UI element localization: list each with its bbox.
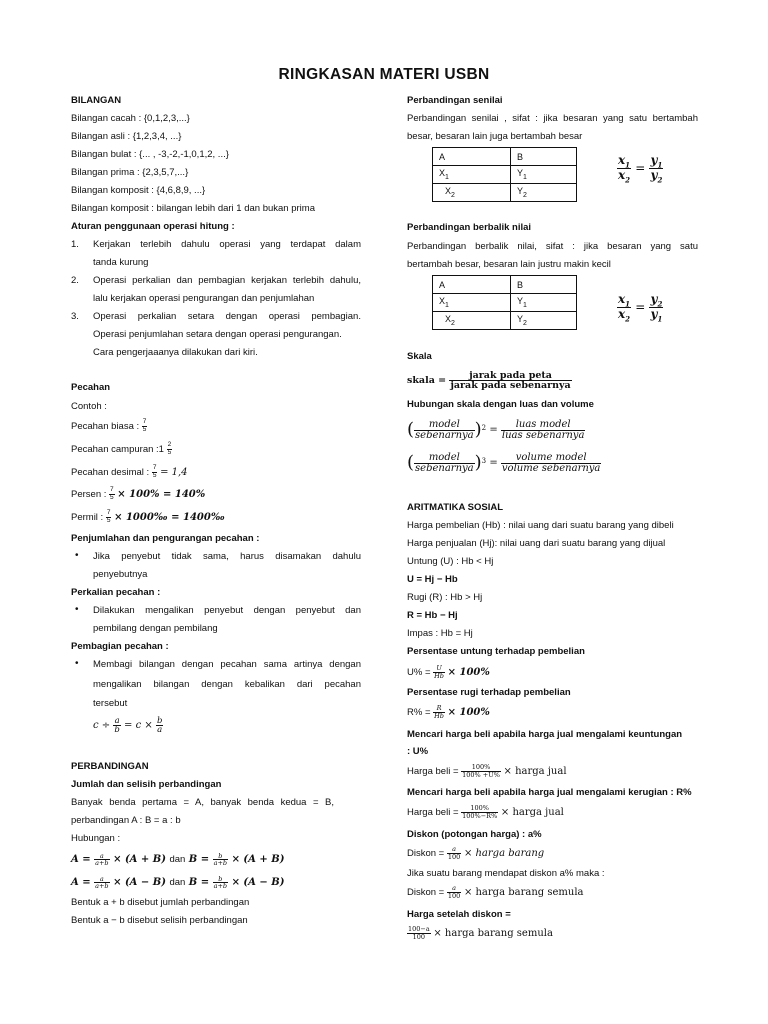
fraction-y1-y2: $\frac{y_1}{y_2}$	[650, 152, 663, 185]
table-cell: A	[433, 148, 511, 166]
jika-diskon: Jika suatu barang mendapat diskon a% maka :	[407, 868, 605, 879]
frac-num: luas model	[501, 420, 586, 431]
bentuk-selisih: Bentuk a − b disebut selisih perbandingan	[71, 915, 248, 926]
frac-num: a	[447, 885, 461, 893]
aritmatika-heading: ARITMATIKA SOSIAL	[407, 502, 504, 513]
senilai-table	[432, 147, 577, 202]
frac-num: 7	[152, 464, 157, 472]
dan-label: dan	[169, 877, 186, 888]
frac-num: jarak pada peta	[449, 371, 571, 382]
penjumlahan-bullet-line1: Jika penyebut tidak sama, harus disamakan dahulu	[93, 551, 361, 562]
frac-den: 5	[152, 471, 157, 479]
fraction-x1-x2: $\frac{x_1}{x_2}$	[618, 291, 631, 324]
bilangan-prima: Bilangan prima : {2,3,5,7,...}	[71, 167, 189, 178]
diskon-label: Diskon =	[407, 887, 445, 898]
frac-den: 100%−R%	[462, 811, 498, 820]
contoh-label: Contoh :	[71, 401, 107, 412]
table-cell: $Y_2$	[511, 312, 577, 330]
frac-num: 7	[106, 509, 111, 517]
fraction-model-sebenarnya	[414, 420, 475, 441]
pembagian-heading: Pembagian pecahan :	[71, 641, 169, 652]
hj-definition: Harga penjualan (Hj): nilai uang dari suatu barang yang dijual	[407, 538, 666, 549]
frac-den: 100% +U%	[462, 770, 500, 779]
frac-num: 2	[167, 441, 172, 449]
diskon-heading: Diskon (potongan harga) : a%	[407, 829, 542, 840]
fraction-skala	[449, 371, 571, 391]
impas-definition: Impas : Hb = Hj	[407, 628, 473, 639]
pembagian-bullet-line1: Membagi bilangan dengan pecahan sama artinya dengan	[93, 659, 361, 670]
var-B: B	[188, 854, 198, 865]
frac-den: sebenarnya	[415, 462, 474, 474]
bilangan-cacah: Bilangan cacah : {0,1,2,3,...}	[71, 113, 190, 124]
var-A: A	[71, 854, 79, 865]
aturan-3-line1: Operasi perkalian setara dengan operasi pembagian.	[93, 311, 361, 322]
persentase-untung-heading: Persentase untung terhadap pembelian	[407, 646, 585, 657]
table-cell: B	[511, 148, 577, 166]
table-row	[433, 184, 577, 202]
penjumlahan-bullet-line2: penyebutnya	[93, 569, 148, 580]
times-harga-barang-semula: × harga barang semula	[433, 928, 553, 939]
fraction-7-5	[142, 419, 148, 433]
frac-num: b	[213, 876, 228, 884]
dan-label: dan	[169, 854, 186, 865]
bilangan-komposit-def: Bilangan komposit : bilangan lebih dari 1 dan bukan prima	[71, 203, 315, 214]
right-column	[407, 0, 700, 1024]
r-percent-formula	[407, 701, 490, 725]
times-sign: ×	[144, 720, 153, 731]
fraction-rugi	[461, 805, 498, 819]
pecahan-biasa-label: Pecahan biasa :	[71, 421, 140, 432]
mencari-rugi-heading: Mencari harga beli apabila harga jual mengalami kerugian : R%	[407, 787, 692, 798]
luas-formula: ( $\frac{\text{model}}{\text{sebenarnya}}$ )$^2$ = $\frac{\text{luas model}}{\text{luas sebenarnya}}$	[407, 418, 585, 441]
times-100: × 100%	[447, 707, 490, 718]
harga-beli-rugi-formula	[407, 800, 564, 826]
table-cell: $X_2$	[433, 312, 511, 330]
berbalik-line2: bertambah besar, besaran lain justru makin kecil	[407, 259, 611, 270]
harga-beli-untung-formula	[407, 759, 567, 785]
table-row	[433, 294, 577, 312]
frac-den: 5	[106, 516, 111, 524]
berbalik-heading: Perbandingan berbalik nilai	[407, 222, 532, 233]
table-cell: $X_1$	[433, 294, 511, 312]
frac-num: 7	[142, 418, 147, 426]
frac-num: a	[114, 715, 120, 726]
frac-num: 7	[110, 486, 114, 494]
frac-den: 5	[167, 448, 172, 456]
frac-num: a	[94, 853, 109, 861]
times-diff: × (A − B)	[113, 877, 166, 888]
fraction-a-apb	[94, 876, 109, 890]
perbandingan-heading: PERBANDINGAN	[71, 761, 149, 772]
formula-a-b-sum: A = $\frac{a}{a+b}$ × (A + B) dan B = $\frac{b}{a+b}$ × (A + B)	[71, 851, 285, 867]
fraction-b-apb	[213, 853, 228, 867]
var-c: c	[135, 720, 142, 731]
jumlah-selisih-heading: Jumlah dan selisih perbandingan	[71, 779, 222, 790]
aturan-2-line1: Operasi perkalian dan pembagian kerjakan terlebih dahulu,	[93, 275, 361, 286]
permil-label: Permil :	[71, 512, 104, 523]
var-B: B	[188, 877, 198, 888]
table-cell: B	[511, 276, 577, 294]
fraction-x1-x2: $\frac{x_1}{x_2}$	[618, 152, 631, 185]
pecahan-desimal-label: Pecahan desimal :	[71, 467, 150, 478]
table-row	[433, 312, 577, 330]
times-100: × 100%	[447, 667, 490, 678]
hubungan-skala-heading: Hubungan skala dengan luas dan volume	[407, 399, 594, 410]
diskon-label: Diskon =	[407, 848, 445, 859]
u-formula: U = Hj − Hb	[407, 574, 458, 585]
diskon-semula-formula	[407, 881, 583, 905]
var-y: y	[650, 291, 658, 306]
fraction-a-b	[113, 717, 120, 735]
senilai-line2: besar, besaran lain juga bertambah besar	[407, 131, 583, 142]
bilangan-asli: Bilangan asli : {1,2,3,4, ...}	[71, 131, 182, 142]
fraction-luas	[501, 420, 586, 441]
permil-result: × 1000‰ = 1400‰	[114, 512, 225, 523]
frac-num: a	[447, 846, 461, 854]
pembagian-bullet-line2: mengalikan bilangan dengan kebalikan dari pecahan	[93, 679, 361, 690]
persentase-rugi-heading: Persentase rugi terhadap pembelian	[407, 687, 571, 698]
fraction-7-5	[152, 465, 158, 479]
frac-num: 100−a	[408, 925, 430, 934]
divide-sign: ÷	[101, 720, 111, 731]
persen	[71, 484, 205, 506]
banyak-line2: perbandingan A : B = a : b	[71, 815, 181, 826]
bentuk-jumlah: Bentuk a + b disebut jumlah perbandingan	[71, 897, 250, 908]
times-diff: × (A − B)	[231, 877, 285, 888]
berbalik-line1: Perbandingan berbalik nilai, sifat : jika besaran yang satu	[407, 241, 698, 252]
frac-den: Hb	[434, 711, 444, 720]
senilai-line1: Perbandingan senilai , sifat : jika besaran yang satu bertambah	[407, 113, 698, 124]
pecahan-desimal	[71, 462, 188, 484]
var-x: x	[618, 152, 626, 167]
frac-den: a	[157, 725, 163, 735]
pecahan-campuran-label: Pecahan campuran :1	[71, 444, 164, 455]
times-harga-barang: × harga barang	[463, 848, 545, 859]
frac-den: a+b	[213, 882, 228, 890]
times-harga-jual: × harga jual	[500, 807, 564, 818]
harga-setelah-heading: Harga setelah diskon =	[407, 909, 511, 920]
aturan-num-3: 3.	[71, 311, 79, 322]
u-percent-label: U% =	[407, 667, 431, 678]
bilangan-komposit: Bilangan komposit : {4,6,8,9, ...}	[71, 185, 206, 196]
table-cell: $X_2$	[433, 184, 511, 202]
u-percent-formula	[407, 661, 490, 685]
fraction-untung	[461, 764, 501, 778]
fraction-u-hb: $\frac{U}{Hb}$	[434, 664, 444, 680]
table-cell: $Y_1$	[511, 294, 577, 312]
frac-num: model	[414, 453, 475, 464]
r-percent-label: R% =	[407, 707, 431, 718]
fraction-100-minus-a	[407, 926, 431, 940]
untung-definition: Untung (U) : Hb < Hj	[407, 556, 494, 567]
fraction-2-5	[167, 442, 173, 456]
desimal-result: = 1,4	[160, 467, 188, 478]
fraction-y2-y1: $\frac{y_2}{y_1}$	[650, 291, 663, 324]
aturan-3-line3: Cara pengerjaaanya dilakukan dari kiri.	[93, 347, 258, 358]
permil	[71, 507, 225, 529]
aturan-3-line2: Operasi penjumlahan setara dengan operasi pengurangan.	[93, 329, 342, 340]
pecahan-campuran	[71, 439, 172, 461]
times-harga-jual: × harga jual	[503, 766, 567, 777]
perkalian-bullet-line2: pembilang dengan pembilang	[93, 623, 218, 634]
aturan-num-2: 2.	[71, 275, 79, 286]
hubungan-label: Hubungan :	[71, 833, 121, 844]
table-row	[433, 276, 577, 294]
perkalian-heading: Perkalian pecahan :	[71, 587, 161, 598]
mencari-untung-heading-1: Mencari harga beli apabila harga jual mengalami keuntungan	[407, 729, 683, 740]
frac-den: jarak pada sebenarnya	[450, 380, 571, 391]
times-harga-barang-semula: × harga barang semula	[463, 887, 584, 898]
bilangan-bulat: Bilangan bulat : {... , -3,-2,-1,0,1,2, ...}	[71, 149, 229, 160]
fraction-a-apb	[94, 853, 109, 867]
frac-num: b	[213, 853, 228, 861]
frac-den: sebenarnya	[415, 429, 474, 441]
var-x: x	[618, 307, 626, 321]
skala-label: skala =	[407, 375, 447, 386]
var-x: x	[618, 291, 626, 306]
frac-num: 100%	[461, 764, 501, 772]
senilai-ratio-formula: $\frac{x_1}{x_2}$ = $\frac{y_1}{y_2}$	[618, 152, 663, 185]
penjumlahan-heading: Penjumlahan dan pengurangan pecahan :	[71, 533, 260, 544]
var-c: c	[93, 720, 99, 731]
persen-result: × 100% = 140%	[117, 489, 206, 500]
berbalik-ratio-formula: $\frac{x_1}{x_2}$ = $\frac{y_2}{y_1}$	[618, 291, 663, 324]
fraction-volume	[501, 453, 602, 474]
frac-den: 100	[447, 852, 461, 861]
frac-den: 5	[110, 493, 114, 501]
table-cell: $X_1$	[433, 166, 511, 184]
page-title: RINGKASAN MATERI USBN	[278, 66, 490, 83]
fraction-b-a	[156, 717, 163, 735]
pembagian-bullet-line3: tersebut	[93, 698, 128, 709]
frac-num: volume model	[501, 453, 602, 464]
skala-heading: Skala	[407, 351, 432, 362]
aturan-1-line2: tanda kurung	[93, 257, 149, 268]
aturan-2-line2: lalu kerjakan operasi pengurangan dan penjumlahan	[93, 293, 315, 304]
var-y: y	[650, 307, 658, 321]
formula-a-b-diff: A = $\frac{a}{a+b}$ × (A − B) dan B = $\frac{b}{a+b}$ × (A − B)	[71, 874, 285, 890]
berbalik-table	[432, 275, 577, 330]
frac-den: a+b	[213, 859, 228, 867]
frac-den: 5	[142, 425, 147, 433]
var-A: A	[71, 877, 79, 888]
harga-setelah-formula	[407, 922, 553, 946]
var-y: y	[650, 152, 658, 167]
senilai-heading: Perbandingan senilai	[407, 95, 503, 106]
fraction-b-apb	[213, 876, 228, 890]
fraction-model-sebenarnya	[414, 453, 475, 474]
times-sum: × (A + B)	[113, 854, 166, 865]
frac-den: volume sebenarnya	[501, 462, 601, 474]
frac-den: b	[114, 725, 120, 735]
frac-den: a+b	[95, 882, 109, 890]
frac-num: 100%	[461, 805, 498, 813]
var-y: y	[650, 168, 658, 182]
aturan-heading: Aturan penggunaan operasi hitung :	[71, 221, 235, 232]
bullet-icon: •	[75, 550, 79, 561]
table-cell: $Y_1$	[511, 166, 577, 184]
times-sum: × (A + B)	[231, 854, 285, 865]
mencari-untung-heading-2: : U%	[407, 746, 429, 757]
perkalian-bullet-line1: Dilakukan mengalikan penyebut dengan penyebut dan	[93, 605, 361, 616]
aturan-num-1: 1.	[71, 239, 79, 250]
frac-num: b	[156, 715, 163, 726]
table-cell: A	[433, 276, 511, 294]
harga-beli-label: Harga beli =	[407, 766, 459, 777]
pecahan-biasa	[71, 416, 147, 438]
volume-formula: ( $\frac{\text{model}}{\text{sebenarnya}}$ )$^3$ = $\frac{\text{volume model}}{\text{volume sebenarnya}}$	[407, 451, 601, 474]
fraction-7-5	[109, 487, 115, 501]
aturan-1-line1: Kerjakan terlebih dahulu operasi yang terdapat dalam	[93, 239, 361, 250]
fraction-a-100	[447, 885, 461, 899]
frac-den: a+b	[95, 859, 109, 867]
frac-den: luas sebenarnya	[501, 429, 585, 441]
banyak-line1: Banyak benda pertama = A, banyak benda kedua = B,	[71, 797, 334, 808]
left-column	[71, 0, 363, 1024]
table-cell: $Y_2$	[511, 184, 577, 202]
var-x: x	[618, 168, 626, 182]
rugi-definition: Rugi (R) : Hb > Hj	[407, 592, 483, 603]
frac-num: model	[414, 420, 475, 431]
pecahan-heading: Pecahan	[71, 382, 111, 393]
bullet-icon: •	[75, 658, 79, 669]
table-row	[433, 148, 577, 166]
equals-sign: =	[124, 720, 133, 731]
persen-label: Persen :	[71, 489, 107, 500]
skala-formula	[407, 367, 572, 395]
fraction-7-5	[106, 510, 112, 524]
bullet-icon: •	[75, 604, 79, 615]
frac-den: 100	[412, 932, 426, 941]
harga-beli-label: Harga beli =	[407, 807, 459, 818]
frac-den: Hb	[434, 671, 444, 680]
frac-den: 100	[447, 891, 461, 900]
hb-definition: Harga pembelian (Hb) : nilai uang dari suatu barang yang dibeli	[407, 520, 674, 531]
r-formula: R = Hb − Hj	[407, 610, 458, 621]
pembagian-formula	[93, 713, 163, 739]
bilangan-heading: BILANGAN	[71, 95, 122, 106]
fraction-r-hb: $\frac{R}{Hb}$	[434, 704, 444, 720]
fraction-a-100	[447, 846, 461, 860]
frac-num: a	[94, 876, 109, 884]
table-row	[433, 166, 577, 184]
diskon-formula	[407, 842, 544, 866]
